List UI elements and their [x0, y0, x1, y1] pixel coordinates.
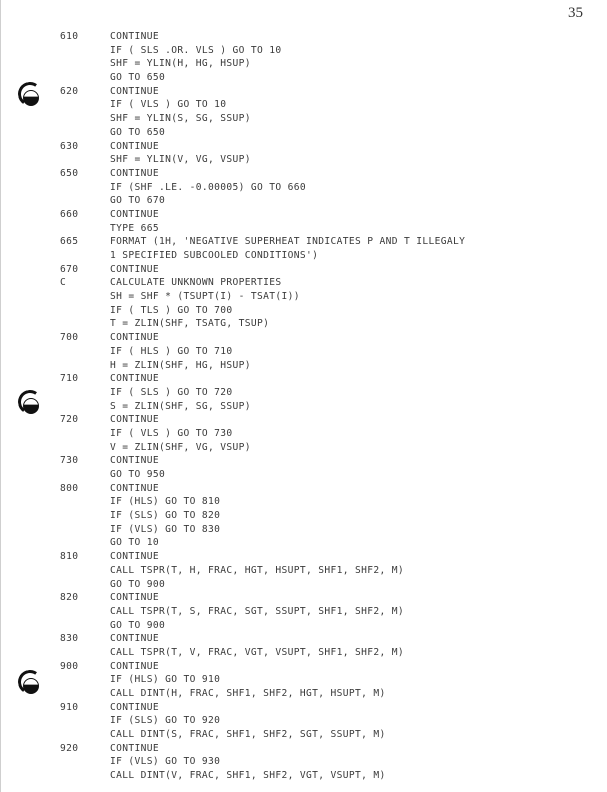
code-statement: IF (HLS) GO TO 910: [110, 674, 221, 686]
code-line: [0, 140, 607, 154]
code-statement: IF (VLS) GO TO 830: [110, 523, 221, 535]
code-statement: IF (SHF .LE. -0.00005) GO TO 660: [110, 181, 307, 193]
code-statement: FORMAT (1H, 'NEGATIVE SUPERHEAT INDICATES P AND T ILLEGALY: [110, 236, 466, 248]
code-statement: GO TO 950: [110, 469, 166, 480]
code-line: [0, 153, 607, 167]
code-line: [0, 413, 607, 427]
code-line: [0, 304, 607, 318]
code-line: [0, 167, 607, 181]
code-line: [0, 44, 607, 58]
code-line: [0, 550, 607, 564]
code-line: [0, 646, 607, 660]
code-statement: CONTINUE: [110, 414, 160, 426]
code-statement: CONTINUE: [110, 551, 160, 563]
code-line: [0, 112, 607, 126]
code-line: [0, 509, 607, 523]
code-statement: IF ( TLS ) GO TO 700: [110, 304, 233, 316]
code-line: [0, 263, 607, 277]
code-line: [0, 564, 607, 578]
code-line: [0, 181, 607, 195]
statement-label: 730: [60, 455, 79, 467]
code-line: [0, 578, 607, 592]
statement-label: 810: [60, 551, 79, 563]
code-statement: 1 SPECIFIED SUBCOOLED CONDITIONS'): [110, 250, 319, 261]
statement-label: 665: [60, 236, 79, 248]
code-statement: CONTINUE: [110, 31, 160, 42]
code-statement: CALL DINT(S, FRAC, SHF1, SHF2, SGT, SSUPT, M): [110, 729, 386, 741]
code-line: [0, 714, 607, 728]
code-statement: CONTINUE: [110, 633, 160, 645]
code-line: [0, 372, 607, 386]
code-statement: H = ZLIN(SHF, HG, HSUP): [110, 359, 251, 371]
code-line: [0, 523, 607, 537]
code-statement: GO TO 650: [110, 72, 166, 84]
code-line: [0, 400, 607, 414]
code-statement: IF ( SLS .OR. VLS ) GO TO 10: [110, 44, 282, 56]
code-statement: SHF = YLIN(V, VG, VSUP): [110, 154, 251, 166]
statement-label: 660: [60, 208, 79, 220]
code-statement: IF ( HLS ) GO TO 710: [110, 345, 233, 357]
code-line: [0, 222, 607, 236]
code-statement: CONTINUE: [110, 263, 160, 275]
statement-label: 700: [60, 332, 79, 344]
code-statement: SHF = YLIN(S, SG, SSUP): [110, 113, 251, 125]
code-statement: IF ( SLS ) GO TO 720: [110, 386, 233, 398]
code-line: [0, 30, 607, 44]
code-statement: IF (VLS) GO TO 930: [110, 756, 221, 768]
code-statement: IF ( VLS ) GO TO 10: [110, 99, 227, 111]
code-line: [0, 235, 607, 249]
code-statement: CONTINUE: [110, 592, 160, 604]
code-statement: S = ZLIN(SHF, SG, SSUP): [110, 400, 251, 412]
statement-label: 900: [60, 660, 79, 672]
code-statement: CALL DINT(H, FRAC, SHF1, SHF2, HGT, HSUPT, M): [110, 688, 386, 699]
statement-label: 630: [60, 140, 79, 152]
code-statement: IF ( VLS ) GO TO 730: [110, 427, 233, 439]
code-line: [0, 468, 607, 482]
code-line: [0, 194, 607, 208]
code-line: [0, 208, 607, 222]
code-statement: CONTINUE: [110, 167, 160, 179]
code-line: [0, 632, 607, 646]
code-line: [0, 331, 607, 345]
code-line: [0, 495, 607, 509]
code-statement: TYPE 665: [110, 222, 160, 234]
code-line: [0, 427, 607, 441]
code-line: [0, 742, 607, 756]
code-line: [0, 317, 607, 331]
code-line: [0, 701, 607, 715]
code-line: [0, 673, 607, 687]
statement-label: 650: [60, 167, 79, 179]
code-line: [0, 359, 607, 373]
code-line: [0, 728, 607, 742]
statement-label: 670: [60, 263, 79, 275]
code-statement: CONTINUE: [110, 482, 160, 494]
code-statement: T = ZLIN(SHF, TSATG, TSUP): [110, 318, 270, 330]
code-statement: SHF = YLIN(H, HG, HSUP): [110, 58, 251, 70]
code-line: [0, 591, 607, 605]
code-statement: GO TO 10: [110, 537, 160, 549]
code-statement: GO TO 670: [110, 195, 166, 207]
code-statement: CONTINUE: [110, 660, 160, 672]
code-statement: IF (HLS) GO TO 810: [110, 496, 221, 508]
code-statement: CONTINUE: [110, 373, 160, 385]
code-statement: CONTINUE: [110, 455, 160, 467]
code-statement: CALCULATE UNKNOWN PROPERTIES: [110, 277, 282, 289]
statement-label: 910: [60, 701, 79, 713]
code-statement: CONTINUE: [110, 140, 160, 152]
code-statement: CONTINUE: [110, 332, 160, 344]
code-line: [0, 290, 607, 304]
code-line: [0, 386, 607, 400]
code-statement: CALL TSPR(T, S, FRAC, SGT, SSUPT, SHF1, SHF2, M): [110, 605, 405, 617]
code-line: [0, 660, 607, 674]
code-statement: CONTINUE: [110, 742, 160, 754]
statement-label: 720: [60, 414, 79, 426]
statement-label: 620: [60, 85, 79, 97]
code-line: [0, 98, 607, 112]
statement-label: 920: [60, 742, 79, 754]
code-line: [0, 85, 607, 99]
fortran-code-listing: [0, 30, 607, 783]
code-line: [0, 619, 607, 633]
code-statement: GO TO 900: [110, 578, 166, 590]
code-line: [0, 769, 607, 783]
code-statement: GO TO 650: [110, 126, 166, 138]
code-statement: CONTINUE: [110, 701, 160, 713]
code-line: [0, 345, 607, 359]
code-line: [0, 441, 607, 455]
code-statement: CONTINUE: [110, 208, 160, 220]
code-statement: GO TO 900: [110, 619, 166, 631]
statement-label: 800: [60, 482, 79, 494]
statement-label: C: [60, 277, 67, 289]
code-statement: SH = SHF * (TSUPT(I) - TSAT(I)): [110, 291, 300, 303]
code-statement: IF (SLS) GO TO 920: [110, 715, 221, 727]
code-line: [0, 276, 607, 290]
code-line: [0, 755, 607, 769]
statement-label: 820: [60, 592, 79, 604]
code-line: [0, 605, 607, 619]
code-line: [0, 536, 607, 550]
code-line: [0, 126, 607, 140]
code-line: [0, 71, 607, 85]
code-statement: V = ZLIN(SHF, VG, VSUP): [110, 441, 251, 453]
code-line: [0, 249, 607, 263]
code-statement: IF (SLS) GO TO 820: [110, 510, 221, 522]
statement-label: 710: [60, 373, 79, 385]
code-line: [0, 687, 607, 701]
code-statement: CALL DINT(V, FRAC, SHF1, SHF2, VGT, VSUPT, M): [110, 770, 386, 782]
code-statement: CALL TSPR(T, H, FRAC, HGT, HSUPT, SHF1, SHF2, M): [110, 564, 405, 576]
statement-label: 610: [60, 31, 79, 42]
code-statement: CALL TSPR(T, V, FRAC, VGT, VSUPT, SHF1, SHF2, M): [110, 646, 405, 658]
code-statement: CONTINUE: [110, 85, 160, 97]
page-number: 35: [568, 5, 583, 21]
statement-label: 830: [60, 633, 79, 645]
code-line: [0, 454, 607, 468]
code-line: [0, 482, 607, 496]
code-line: [0, 57, 607, 71]
